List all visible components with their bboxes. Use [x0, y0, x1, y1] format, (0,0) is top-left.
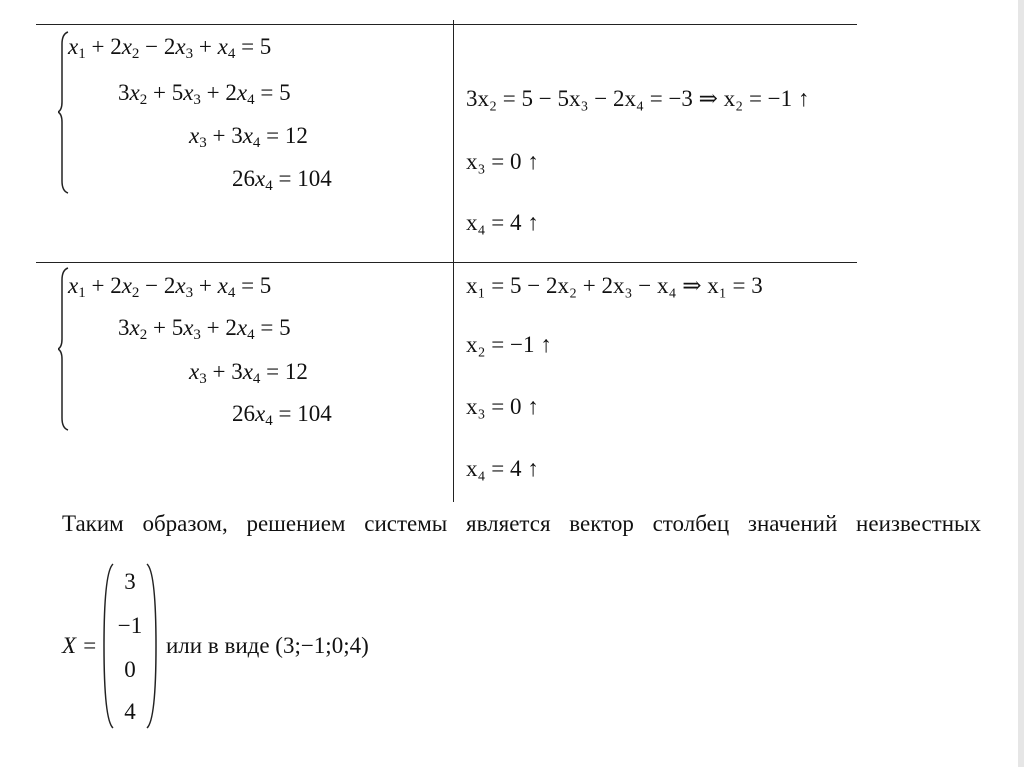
system-equation-3: $x_3 + 3x_4 = 12$ — [189, 359, 308, 387]
back-substitution-step: x₂ = −1 ↑ — [466, 332, 552, 357]
vector-entry: 3 — [124, 569, 136, 594]
back-substitution-step: 3x₂ = 5 − 5x₃ − 2x₄ = −3 ⇒ x₂ = −1 ↑ — [466, 86, 810, 111]
system-equation-2: $3x_2 + 5x_3 + 2x_4 = 5$ — [118, 315, 291, 343]
system-equation-4: $26x_4 = 104$ — [232, 401, 332, 429]
table-column-divider — [453, 20, 454, 502]
vector-entry: 4 — [124, 699, 136, 724]
matrix-right-paren — [146, 562, 158, 730]
system-equation-2: $3x_2 + 5x_3 + 2x_4 = 5$ — [118, 80, 291, 108]
table-top-border — [36, 24, 857, 25]
system-equation-4: $26x_4 = 104$ — [232, 166, 332, 194]
system-equation-1: $x_1 + 2x_2 - 2x_3 + x_4 = 5$ — [68, 34, 272, 62]
vector-lhs: X = — [62, 633, 98, 658]
back-substitution-step: x₄ = 4 ↑ — [466, 210, 539, 235]
system-equation-1: $x_1 + 2x_2 - 2x_3 + x_4 = 5$ — [68, 273, 272, 301]
back-substitution-step: x₄ = 4 ↑ — [466, 456, 539, 481]
vector-tail-text: или в виде (3;−1;0;4) — [166, 633, 369, 658]
conclusion-text: Таким образом, решением системы является вектор столбец значений неизвестных — [62, 511, 981, 536]
back-substitution-step: x₁ = 5 − 2x₂ + 2x₃ − x₄ ⇒ x₁ = 3 — [466, 273, 763, 298]
back-substitution-step: x₃ = 0 ↑ — [466, 149, 539, 174]
vector-entry: 0 — [124, 657, 136, 682]
back-substitution-step: x₃ = 0 ↑ — [466, 394, 539, 419]
table-row-divider — [36, 262, 857, 263]
slide-edge — [1018, 0, 1024, 767]
system-equation-3: $x_3 + 3x_4 = 12$ — [189, 123, 308, 151]
vector-entry: −1 — [117, 613, 143, 638]
